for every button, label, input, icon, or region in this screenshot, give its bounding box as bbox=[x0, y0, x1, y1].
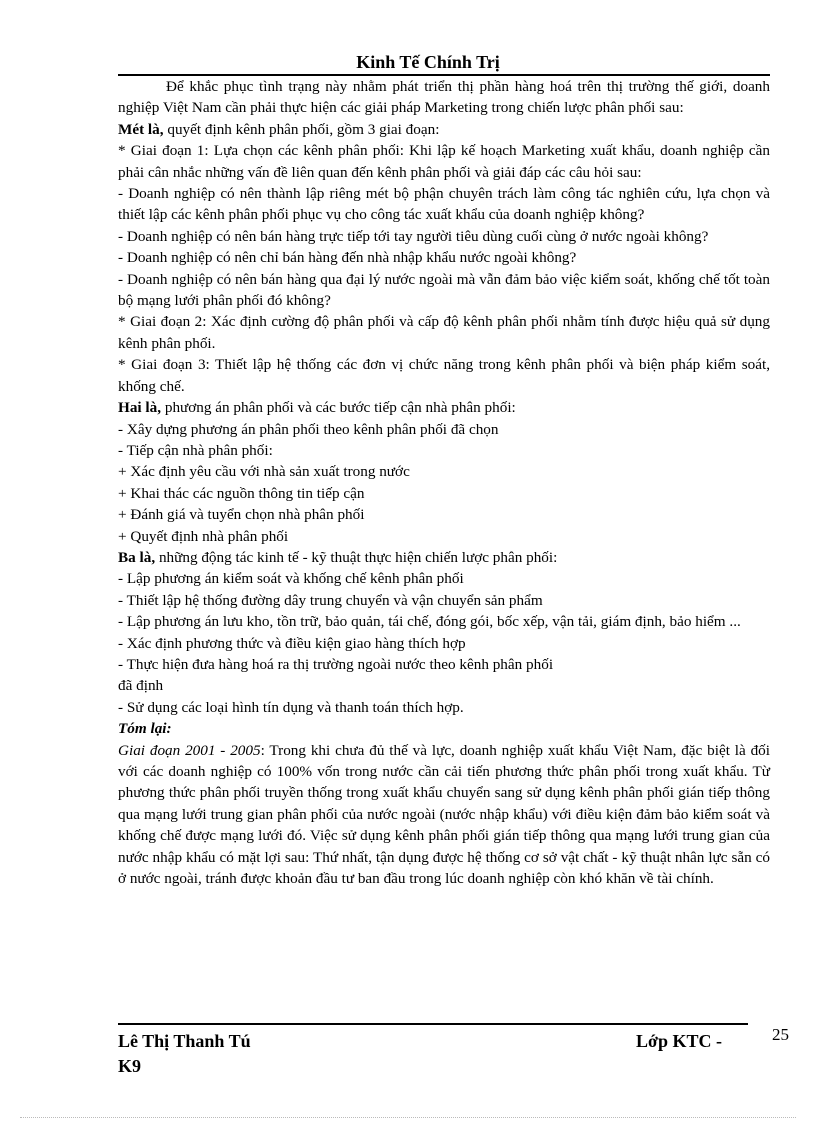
list-item: * Giai đoạn 1: Lựa chọn các kênh phân phối: Khi lập kế hoạch Marketing xuất khẩu, doanh nghiệp cần phải cân nhắc những vấn đề liên quan đến kênh phân phối và giải đáp các câu hỏi sau: bbox=[118, 142, 770, 181]
document-body bbox=[118, 76, 770, 889]
list-item: + Đánh giá và tuyển chọn nhà phân phối bbox=[118, 506, 365, 524]
section-2-lead: Hai là, bbox=[118, 399, 162, 417]
summary-period: Giai đoạn 2001 - 2005 bbox=[118, 741, 261, 759]
footer-author-block bbox=[118, 1029, 251, 1079]
list-item: - Doanh nghiệp có nên bán hàng trực tiếp tới tay người tiêu dùng cuối cùng ở nước ngoài không? bbox=[118, 227, 709, 245]
section-2-rest: phương án phân phối và các bước tiếp cận nhà phân phối: bbox=[161, 399, 516, 417]
list-item: + Khai thác các nguồn thông tin tiếp cận bbox=[118, 484, 365, 502]
page-number: 25 bbox=[772, 1025, 789, 1044]
summary-heading: Tóm lại: bbox=[118, 720, 172, 738]
list-item: * Giai đoạn 3: Thiết lập hệ thống các đơn vị chức năng trong kênh phân phối và biện pháp kiểm soát, khống chế. bbox=[118, 356, 770, 395]
list-item: - Doanh nghiệp có nên bán hàng qua đại lý nước ngoài mà vẫn đảm bảo việc kiểm soát, khống chế tốt toàn bộ mạng lưới phân phối đó không? bbox=[118, 270, 770, 310]
footer-rule bbox=[118, 1023, 748, 1025]
page-header-title: Kinh Tế Chính Trị bbox=[356, 52, 500, 72]
footer-class: Lớp KTC - bbox=[636, 1031, 722, 1051]
list-item: - Doanh nghiệp có nên chỉ bán hàng đến nhà nhập khẩu nước ngoài không? bbox=[118, 249, 577, 267]
summary-paragraph bbox=[118, 740, 770, 890]
list-item: * Giai đoạn 2: Xác định cường độ phân phối và cấp độ kênh phân phối nhằm tính được hiệu quả sử dụng kênh phân phối. bbox=[118, 313, 770, 352]
section-1-heading bbox=[118, 119, 770, 140]
list-item: - Xây dựng phương án phân phối theo kênh phân phối đã chọn bbox=[118, 420, 499, 438]
list-item: + Quyết định nhà phân phối bbox=[118, 527, 289, 545]
section-3-heading bbox=[118, 547, 770, 568]
footer-author-line2: K9 bbox=[118, 1056, 142, 1076]
page-bottom-border bbox=[20, 1117, 796, 1118]
list-item: - Sử dụng các loại hình tín dụng và thanh toán thích hợp. bbox=[118, 698, 464, 716]
section-1-rest: quyết định kênh phân phối, gồm 3 giai đoạn: bbox=[163, 120, 440, 138]
list-item: - Tiếp cận nhà phân phối: bbox=[118, 441, 273, 459]
intro-paragraph: Để khắc phục tình trạng này nhằm phát triển thị phần hàng hoá trên thị trường thế giới, doanh nghiệp Việt Nam cần phải thực hiện các giải pháp Marketing trong chiến lược phân phối sau: bbox=[118, 78, 770, 117]
list-item: - Thiết lập hệ thống đường dây trung chuyển và vận chuyển sản phẩm bbox=[118, 591, 543, 609]
section-2-heading bbox=[118, 397, 770, 418]
list-item: - Lập phương án lưu kho, tồn trữ, bảo quản, tái chế, đóng gói, bốc xếp, vận tải, giám định, bảo hiểm ... bbox=[118, 613, 741, 631]
list-item: - Lập phương án kiểm soát và khống chế kênh phân phối bbox=[118, 570, 464, 588]
list-item: - Thực hiện đưa hàng hoá ra thị trường ngoài nước theo kênh phân phối bbox=[118, 655, 554, 673]
summary-text: : Trong khi chưa đủ thế và lực, doanh nghiệp xuất khẩu Việt Nam, đặc biệt là đối với các doanh nghiệp có 100% vốn trong nước cần cải tiến phương thức phân phối trong xuất khẩu. Từ phương thức phân phối truyền thống trong xuất khẩu chuyển sang sử dụng kênh phân phối gián tiếp thông qua mạng lưới trung gian phân phối của nước ngoài (nước nhập khẩu) với điều kiện đảm bảo kiểm soát và khống chế được mạng lưới đó. Việc sử dụng kênh phân phối gián tiếp thông qua mạng lưới trung gian của nước nhập khẩu có mặt lợi sau: Thứ nhất, tận dụng được hệ thống cơ sở vật chất - kỹ thuật nhân lực sẵn có ở nước ngoài, tránh được khoản đầu tư ban đầu trong lúc doanh nghiệp còn khó khăn về tài chính. bbox=[118, 741, 770, 888]
list-item: + Xác định yêu cầu với nhà sản xuất trong nước bbox=[118, 463, 410, 481]
section-3-lead: Ba là, bbox=[118, 548, 156, 566]
section-3-rest: những động tác kinh tế - kỹ thuật thực hiện chiến lược phân phối: bbox=[155, 548, 558, 566]
list-item: - Doanh nghiệp có nên thành lập riêng mét bộ phận chuyên trách làm công tác nghiên cứu, lựa chọn và thiết lập các kênh phân phối phục vụ cho công tác xuất khẩu của doanh nghiệp không? bbox=[118, 185, 770, 224]
list-item: đã định bbox=[118, 677, 164, 695]
footer-author: Lê Thị Thanh Tú bbox=[118, 1031, 251, 1051]
section-1-lead: Mét là, bbox=[118, 120, 164, 138]
list-item: - Xác định phương thức và điều kiện giao hàng thích hợp bbox=[118, 634, 466, 652]
